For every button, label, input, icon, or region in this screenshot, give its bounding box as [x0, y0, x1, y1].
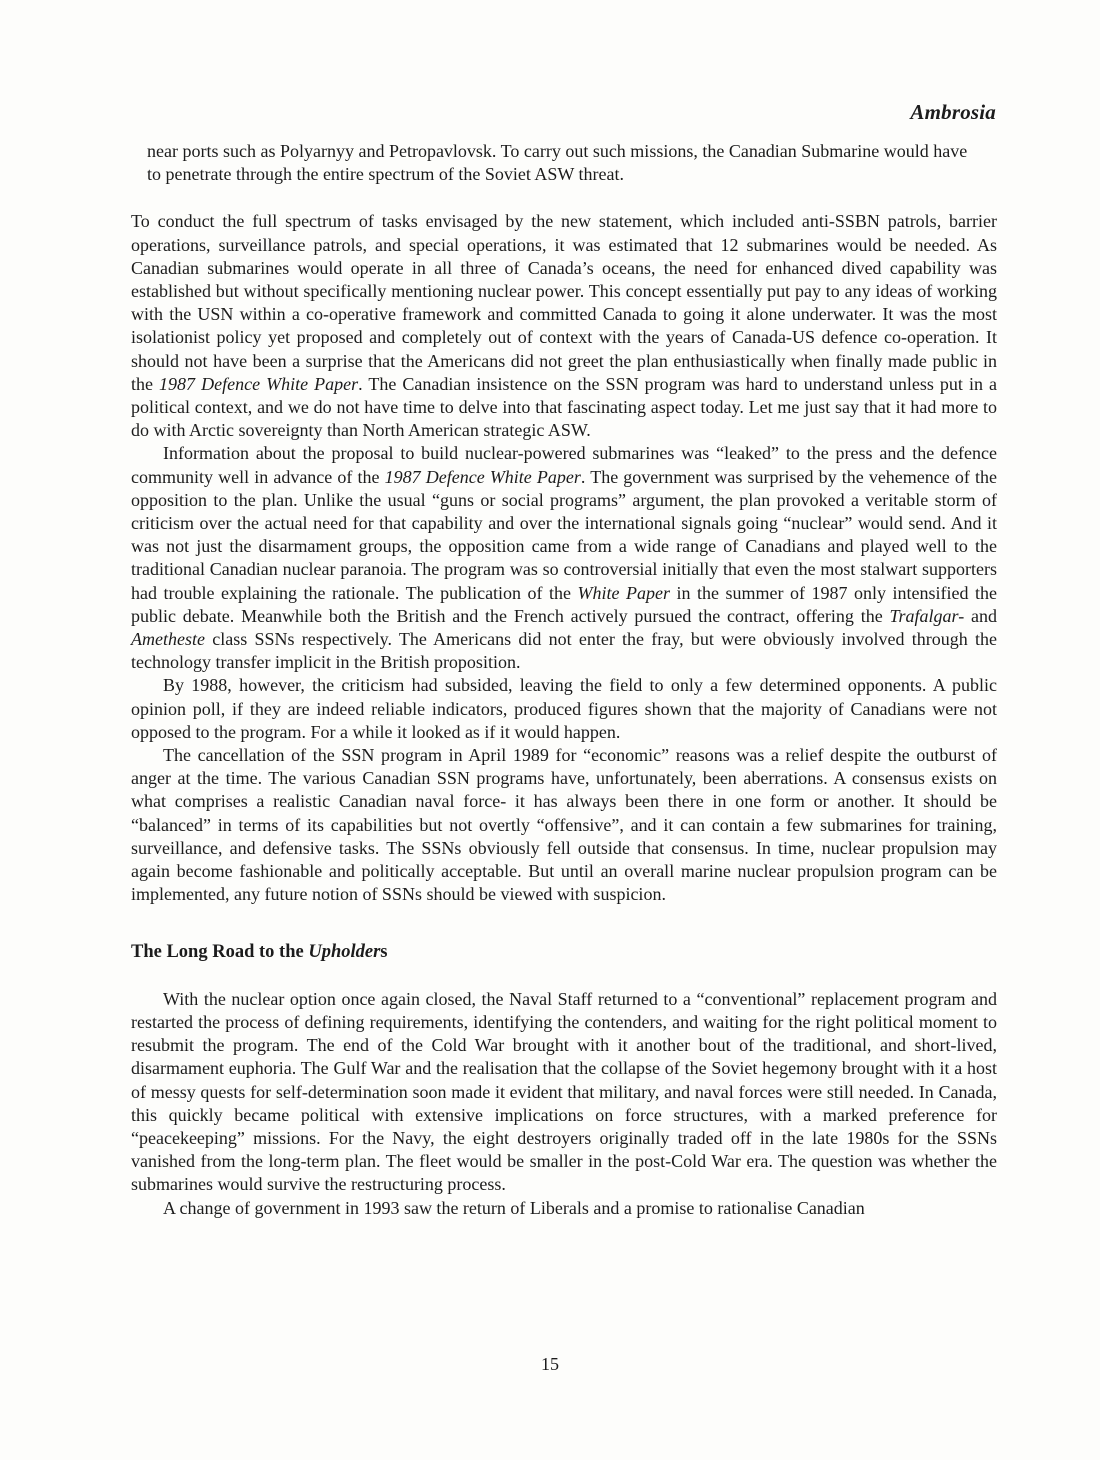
quote-continuation: near ports such as Polyarnyy and Petropavlovsk. To carry out such missions, the Canadian Submarine would have to penetrate through the entire spectrum of the Soviet ASW threat. [147, 141, 968, 185]
paragraph-2: Information about the proposal to build nuclear-powered submarines was “leaked” to the press and the defence community well in advance of the 1987 Defence White Paper. The government was surprised by the vehemence of the opposition to the plan. Unlike the usual “guns or social programs” argument, the plan provoked a veritable storm of criticism over the actual need for that capability and over the international signals going “nuclear” would send. And it was not just the disarmament groups, the opposition came from a wide range of Canadians and played well to the traditional Canadian nuclear paranoia. The program was so controversial initially that even the most stalwart supporters had trouble explaining the rationale. The publication of the White Paper in the summer of 1987 only intensified the public debate. Meanwhile both the British and the French actively pursued the contract, offering the Trafalgar- and Ametheste class SSNs respectively. The Americans did not enter the fray, but were obviously involved through the technology transfer implicit in the British proposition. [131, 443, 997, 673]
paragraph-3: By 1988, however, the criticism had subsided, leaving the field to only a few determined opponents. A public opinion poll, if they are indeed reliable indicators, produced figures shown that the majority of Canadians were not opposed to the program. For a while it looked as if it would happen. [131, 675, 997, 742]
section-heading: The Long Road to the Upholders [131, 941, 388, 962]
paragraph-5: With the nuclear option once again closed, the Naval Staff returned to a “conventional” replacement program and restarted the process of defining requirements, identifying the contenders, and waiting for the right political moment to resubmit the program. The end of the Cold War brought with it another bout of the traditional, and short-lived, disarmament euphoria. The Gulf War and the realisation that the collapse of the Soviet hegemony brought with it a host of messy quests for self-determination soon made it evident that military, and naval forces were still needed. In Canada, this quickly became political with extensive implications on force structures, with a marked preference for “peacekeeping” missions. For the Navy, the eight destroyers originally traded off in the late 1980s for the SSNs vanished from the long-term plan. The fleet would be smaller in the post-Cold War era. The question was whether the submarines would survive the restructuring process. [131, 988, 997, 1195]
page-number: 15 [541, 1354, 559, 1374]
paragraph-6: A change of government in 1993 saw the return of Liberals and a promise to rationalise Canadian [163, 1197, 865, 1218]
running-head: Ambrosia [910, 100, 996, 124]
paragraph-gap [131, 186, 997, 210]
paragraph-4: The cancellation of the SSN program in April 1989 for “economic” reasons was a relief despite the outburst of anger at the time. The various Canadian SSN programs have, unfortunately, been aberrations. A consensus exists on what comprises a realistic Canadian naval force- it has always been there in one form or another. It should be “balanced” in terms of its capabilities but not overtly “offensive”, and it can contain a few submarines for training, surveillance, and defensive tasks. The SSNs obviously fell outside that consensus. In time, nuclear propulsion may again become fashionable and politically acceptable. But until an overall marine nuclear propulsion program can be implemented, any future notion of SSNs should be viewed with suspicion. [131, 745, 997, 905]
body-text [131, 140, 997, 1220]
paragraph-1: To conduct the full spectrum of tasks envisaged by the new statement, which included anti-SSBN patrols, barrier operations, surveillance patrols, and special operations, it was estimated that 12 submarines would be needed. As Canadian submarines would operate in all three of Canada’s oceans, the need for enhanced dived capability was established but without specifically mentioning nuclear power. This concept essentially put pay to any ideas of working with the USN within a co-operative framework and committed Canada to going it alone underwater. It was the most isolationist policy yet proposed and completely out of context with the years of Canada-US defence co-operation. It should not have been a surprise that the Americans did not greet the plan enthusiastically when finally made public in the 1987 Defence White Paper. The Canadian insistence on the SSN program was hard to understand unless put in a political context, and we do not have time to delve into that fascinating aspect today. Let me just say that it had more to do with Arctic sovereignty than North American strategic ASW. [131, 211, 997, 441]
